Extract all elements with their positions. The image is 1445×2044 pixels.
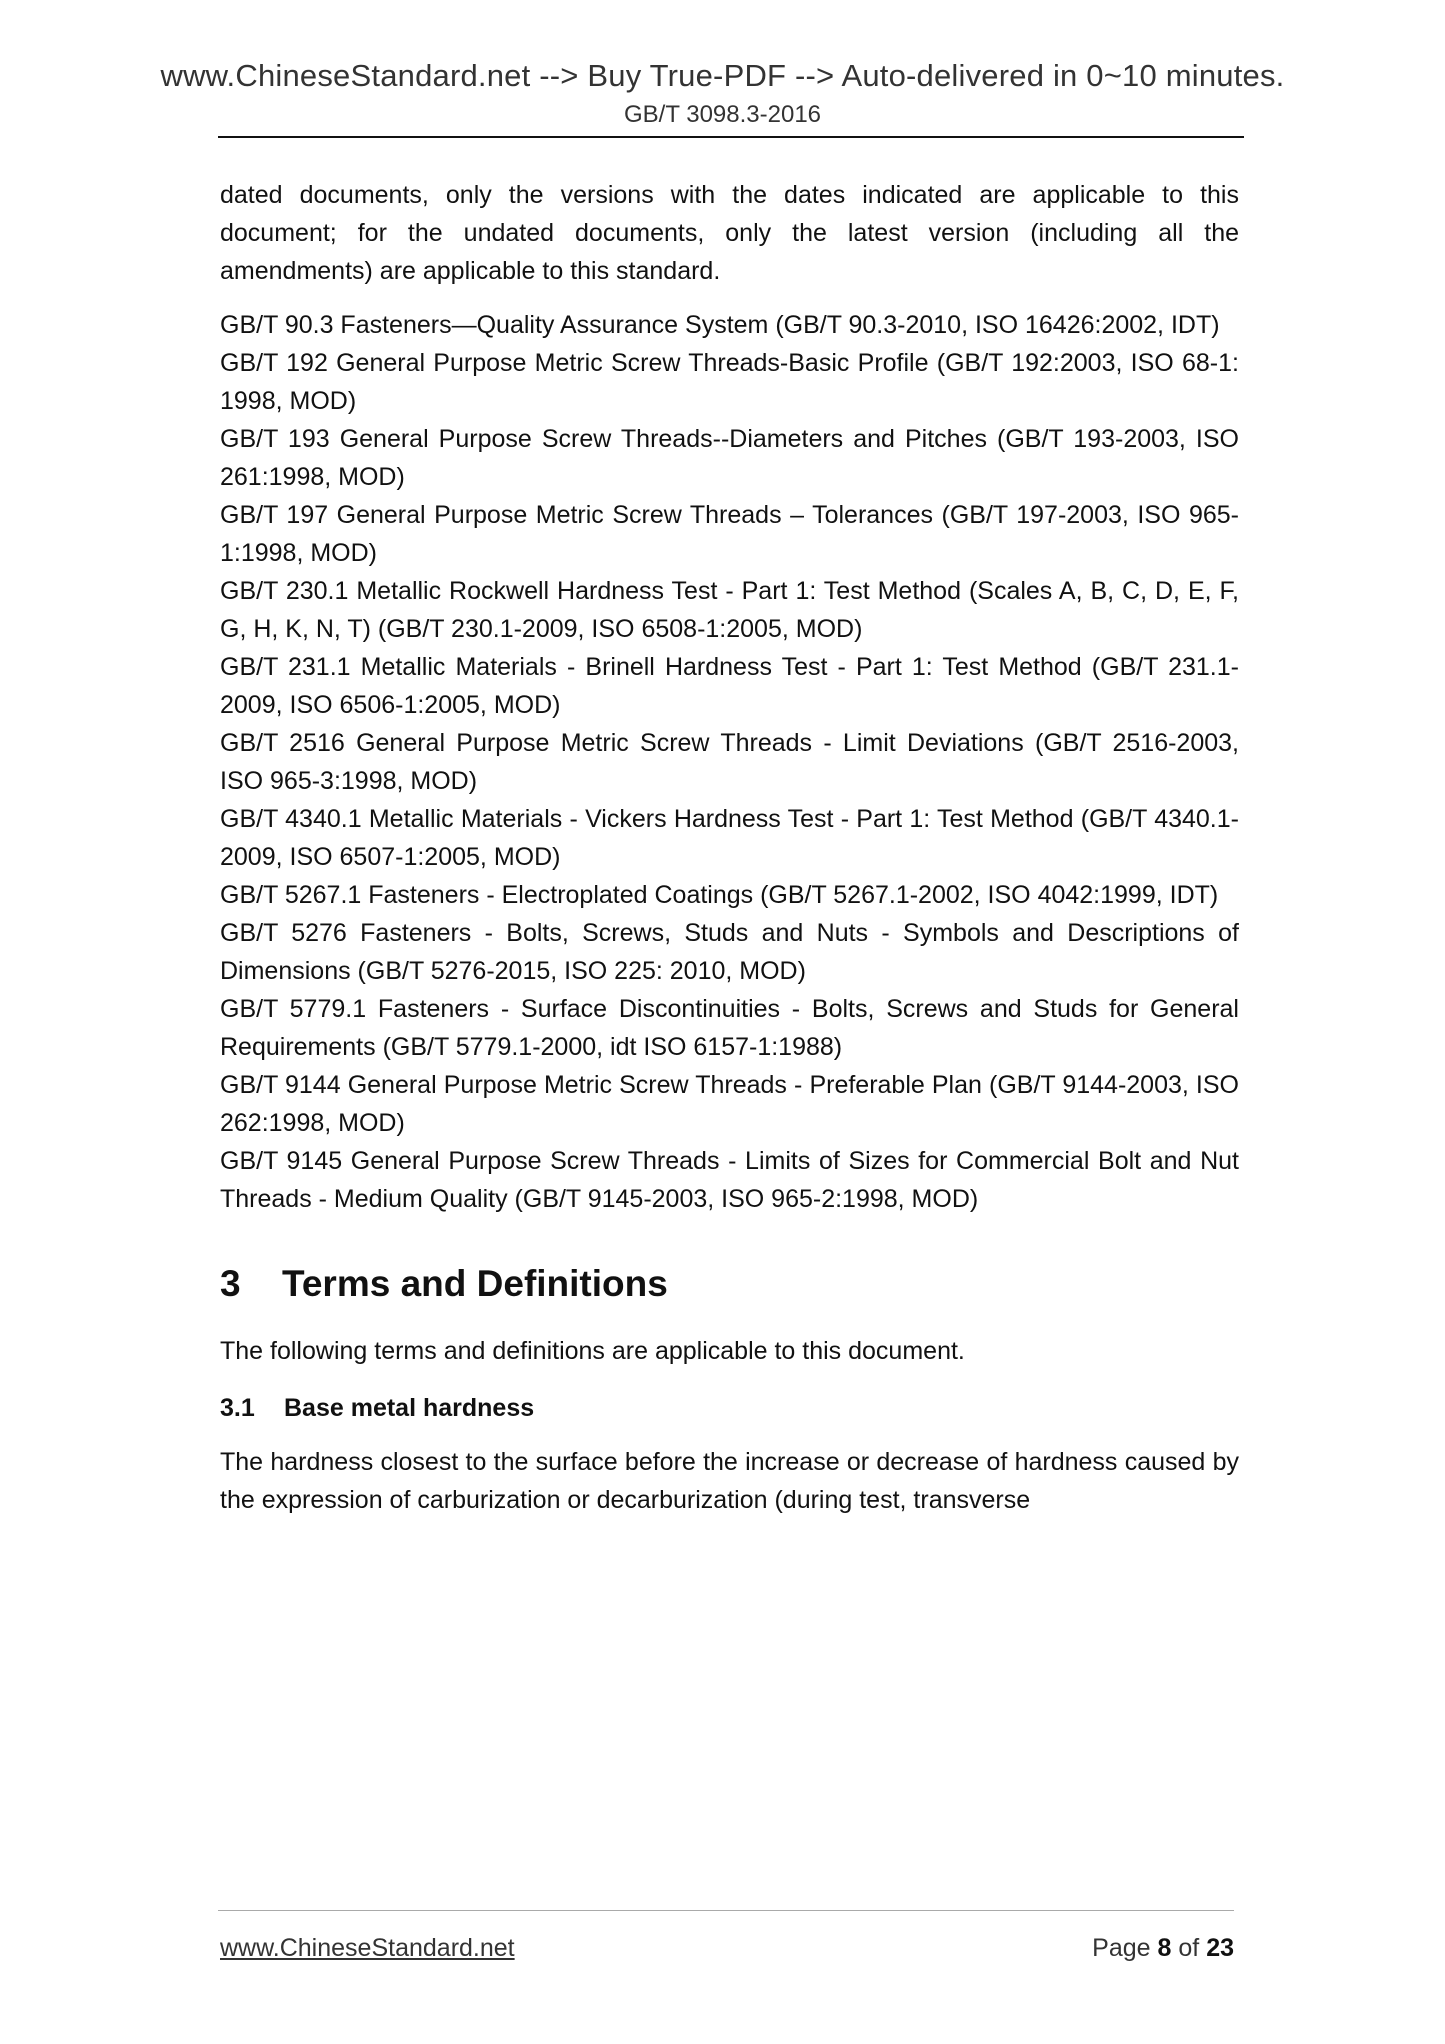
reference-item: GB/T 2516 General Purpose Metric Screw Threads - Limit Deviations (GB/T 2516-2003, ISO 965-3:1998, MOD) — [220, 729, 1239, 795]
reference-item: GB/T 192 General Purpose Metric Screw Threads-Basic Profile (GB/T 192:2003, ISO 68-1: 1998, MOD) — [220, 349, 1239, 415]
reference-item: GB/T 5267.1 Fasteners - Electroplated Coatings (GB/T 5267.1-2002, ISO 4042:1999, IDT) — [220, 881, 1219, 909]
header-banner[interactable]: www.ChineseStandard.net --> Buy True-PDF --> Auto-delivered in 0~10 minutes. — [160, 58, 1285, 93]
footer-site-link[interactable]: www.ChineseStandard.net — [220, 1934, 515, 1962]
section-heading — [220, 1262, 1239, 1306]
reference-item: GB/T 9145 General Purpose Screw Threads - Limits of Sizes for Commercial Bolt and Nut Threads - Medium Quality (GB/T 9145-2003, ISO 965-2:1998, MOD) — [220, 1147, 1239, 1213]
reference-item: GB/T 5276 Fasteners - Bolts, Screws, Studs and Nuts - Symbols and Descriptions of Dimensions (GB/T 5276-2015, ISO 225: 2010, MOD) — [220, 919, 1239, 985]
normative-reference-list — [220, 306, 1239, 1218]
intro-paragraph: dated documents, only the versions with the dates indicated are applicable to this document; for the undated documents, only the latest version (including all the amendments) are applicable to this standard. — [220, 181, 1239, 285]
header-divider — [218, 136, 1244, 138]
subsection-title: Base metal hardness — [284, 1394, 535, 1422]
subsection-heading — [220, 1389, 1239, 1427]
section-title: Terms and Definitions — [282, 1263, 668, 1304]
page-label: Page — [1092, 1934, 1151, 1962]
page-number — [1092, 1932, 1234, 1964]
reference-item: GB/T 9144 General Purpose Metric Screw Threads - Preferable Plan (GB/T 9144-2003, ISO 262:1998, MOD) — [220, 1071, 1239, 1137]
reference-item: GB/T 90.3 Fasteners—Quality Assurance System (GB/T 90.3-2010, ISO 16426:2002, IDT) — [220, 311, 1220, 339]
definition-paragraph: The hardness closest to the surface before the increase or decrease of hardness caused by the expression of carburization or decarburization (during test, transverse — [220, 1448, 1239, 1514]
reference-item: GB/T 193 General Purpose Screw Threads--Diameters and Pitches (GB/T 193-2003, ISO 261:1998, MOD) — [220, 425, 1239, 491]
reference-item: GB/T 231.1 Metallic Materials - Brinell Hardness Test - Part 1: Test Method (GB/T 231.1-2009, ISO 6506-1:2005, MOD) — [220, 653, 1239, 719]
section-number: 3 — [220, 1263, 241, 1304]
reference-item: GB/T 4340.1 Metallic Materials - Vickers Hardness Test - Part 1: Test Method (GB/T 4340.1-2009, ISO 6507-1:2005, MOD) — [220, 805, 1239, 871]
reference-item: GB/T 197 General Purpose Metric Screw Threads – Tolerances (GB/T 197-2003, ISO 965-1:1998, MOD) — [220, 501, 1239, 567]
footer-divider — [218, 1910, 1234, 1911]
document-code: GB/T 3098.3-2016 — [623, 101, 822, 128]
page-of-label: of — [1178, 1934, 1200, 1962]
reference-item: GB/T 230.1 Metallic Rockwell Hardness Test - Part 1: Test Method (Scales A, B, C, D, E, F, G, H, K, N, T) (GB/T 230.1-2009, ISO 6508-1:2005, MOD) — [220, 577, 1239, 643]
document-body — [220, 176, 1239, 1519]
subsection-number: 3.1 — [220, 1394, 255, 1422]
section-intro-paragraph: The following terms and definitions are applicable to this document. — [220, 1337, 965, 1365]
page-header — [0, 58, 1445, 130]
total-pages: 23 — [1206, 1934, 1234, 1962]
reference-item: GB/T 5779.1 Fasteners - Surface Discontinuities - Bolts, Screws and Studs for General Requirements (GB/T 5779.1-2000, idt ISO 6157-1:1988) — [220, 995, 1239, 1061]
current-page: 8 — [1157, 1934, 1172, 1962]
